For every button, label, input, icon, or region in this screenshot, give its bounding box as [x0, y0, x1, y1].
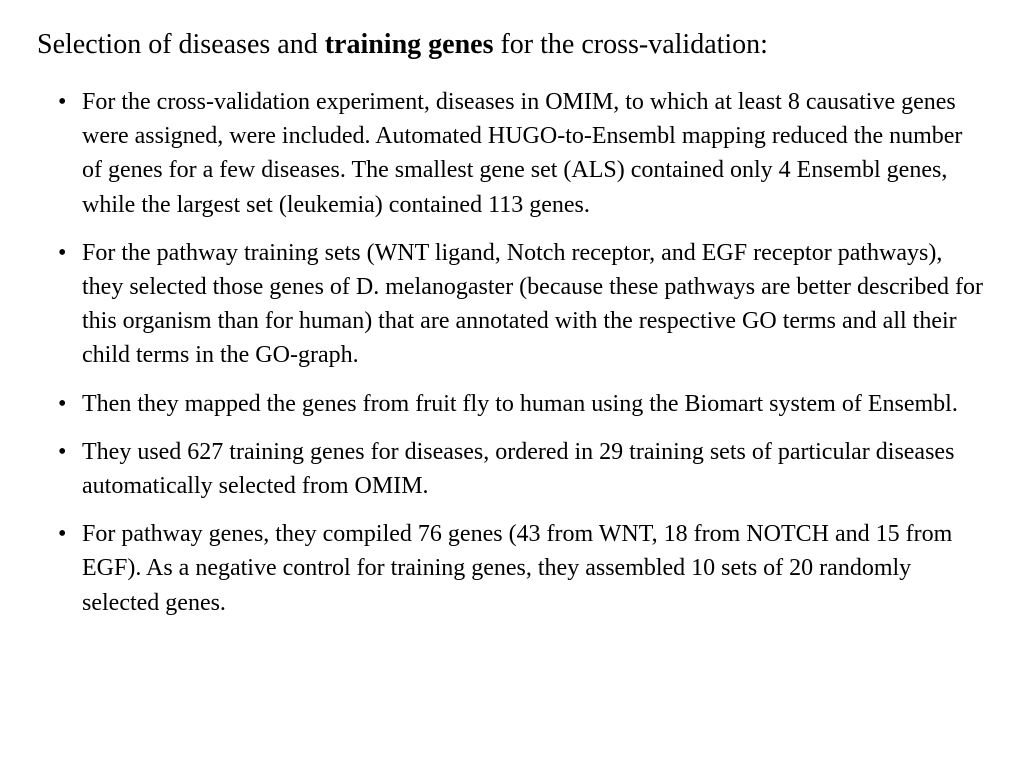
- bullet-item: [58, 435, 988, 503]
- bullet-list: [58, 85, 988, 634]
- bullet-item: [58, 517, 988, 620]
- bullet-text: For the cross-validation experiment, diseases in OMIM, to which at least 8 causative genes were assigned, were included. Automated HUGO-to-Ensembl mapping reduced the number of genes for a few diseases. The smallest gene set (ALS) contained only 4 Ensembl genes, while the largest set (leukemia) contained 113 genes.: [82, 89, 963, 218]
- bullet-marker: •: [58, 239, 67, 266]
- bullet-text: For the pathway training sets (WNT ligand, Notch receptor, and EGF receptor pathways), they selected those genes of D. melanogaster (because these pathways are better described for this organism than for human) that are annotated with the respective GO terms and all their child terms in the GO-graph.: [82, 239, 983, 369]
- bullet-text: Then they mapped the genes from fruit fly to human using the Biomart system of Ensembl.: [82, 390, 958, 417]
- bullet-item: [58, 85, 988, 222]
- bullet-marker: •: [58, 390, 67, 417]
- bullet-text: They used 627 training genes for diseases, ordered in 29 training sets of particular diseases automatically selected from OMIM.: [82, 438, 955, 500]
- title-bold-text: training genes: [324, 29, 494, 60]
- title-text-part1: Selection of diseases and: [37, 29, 325, 60]
- bullet-marker: •: [58, 438, 67, 465]
- bullet-marker: •: [58, 521, 67, 548]
- title-text-part2: for the cross-validation:: [493, 29, 768, 60]
- bullet-item: [58, 387, 988, 421]
- bullet-item: [58, 236, 988, 373]
- bullet-text: For pathway genes, they compiled 76 genes (43 from WNT, 18 from NOTCH and 15 from EGF). As a negative control for training genes, they assembled 10 sets of 20 randomly selected genes.: [82, 521, 953, 616]
- bullet-marker: •: [58, 89, 67, 115]
- slide-title: [37, 27, 768, 63]
